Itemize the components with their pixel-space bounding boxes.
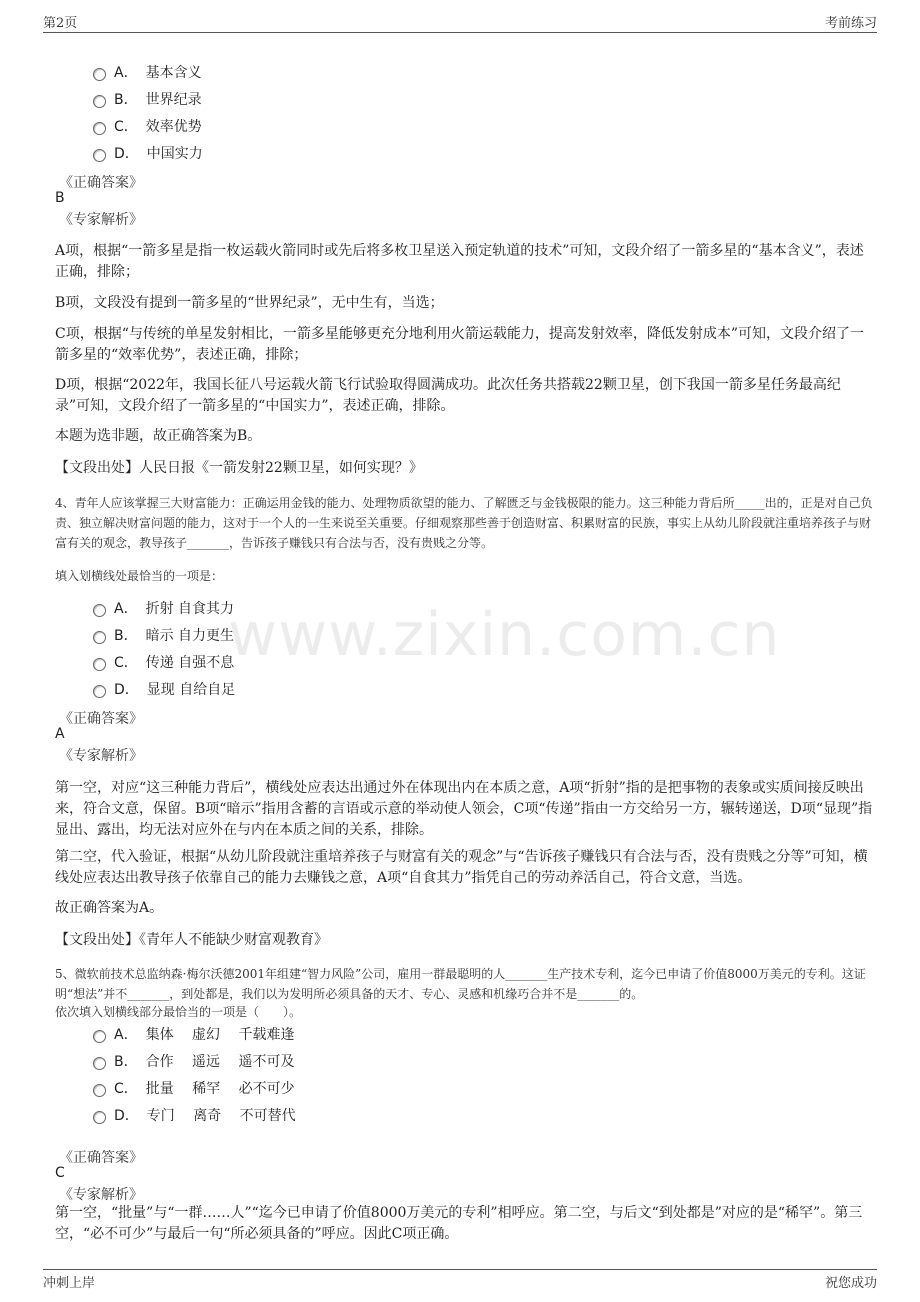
q5-analysis-label: 《专家解析》 xyxy=(59,1187,143,1203)
q3-analysis-label: 《专家解析》 xyxy=(59,212,143,228)
radio-icon[interactable] xyxy=(93,122,106,135)
q4-analysis-label: 《专家解析》 xyxy=(59,748,143,764)
watermark: www.zixin.com.cn xyxy=(228,600,781,670)
q3-option-d[interactable]: D． 中国实力 xyxy=(93,143,203,163)
radio-icon[interactable] xyxy=(93,1057,106,1070)
q4-answer-label: 《正确答案》 xyxy=(59,711,143,727)
page-number: 第2页 xyxy=(43,16,78,31)
q3-source: 【文段出处】人民日报《一箭发射22颗卫星，如何实现？》 xyxy=(55,460,423,476)
q5-prompt: 依次填入划横线部分最恰当的一项是（ ）。 xyxy=(55,1005,302,1019)
q4-analysis-blank2: 第二空，代入验证，根据“从幼儿阶段就注重培养孩子与财富有关的观念”与“告诉孩子赚钱只有合法与否，没有贵贱之分等”可知，横线处应表达出教导孩子依靠自己的能力去赚钱之意，A项“自食其力”指凭自己的劳动养活自己，符合文意，当选。 xyxy=(55,849,868,886)
q4-option-b[interactable]: B． 暗示 自力更生 xyxy=(93,625,234,645)
q4-option-c[interactable]: C． 传递 自强不息 xyxy=(93,652,234,672)
q3-analysis-c: C项，根据“与传统的单星发射相比，一箭多星能够更充分地利用火箭运载能力，提高发射效率，降低发射成本”可知，文段介绍了一箭多星的“效率优势”，表述正确，排除； xyxy=(55,326,865,363)
q3-analysis-b: B项，文段没有提到一箭多星的“世界纪录”，无中生有，当选； xyxy=(55,295,444,311)
q3-option-a[interactable]: A． 基本含义 xyxy=(93,62,202,82)
q5-option-a[interactable]: A． 集体 虚幻 千载难逢 xyxy=(93,1024,294,1044)
footer-right: 祝您成功 xyxy=(824,1276,877,1291)
radio-icon[interactable] xyxy=(93,95,106,108)
q5-answer-label: 《正确答案》 xyxy=(59,1150,143,1166)
q5-analysis: 第一空，“批量”与“一群……人”“迄今已申请了价值8000万美元的专利”相呼应。第二空，与后文“到处都是”对应的是“稀罕”。第三空，“必不可少”与最后一句“所必须具备的”呼应。因此C项正确。 xyxy=(55,1205,863,1242)
q3-answer-label: 《正确答案》 xyxy=(59,175,143,191)
q3-answer: B xyxy=(55,190,65,206)
q5-stem: 5、微软前技术总监纳森·梅尔沃德2001年组建“智力风险”公司，雇用一群最聪明的人_______生产技术专利，迄今已申请了价值8000万美元的专利。这证明“想法”并不_______，到处都是，我们以为发明所必须具备的天才、专心、灵感和机缘巧合并不是_______的。 xyxy=(55,967,866,1001)
radio-icon[interactable] xyxy=(93,1111,106,1124)
q3-analysis-d: D项，根据“2022年，我国长征八号运载火箭飞行试验取得圆满成功。此次任务共搭载22颗卫星，创下我国一箭多星任务最高纪录”可知，文段介绍了一箭多星的“中国实力”，表述正确，排除。 xyxy=(55,377,841,414)
q4-stem: 4、青年人应该掌握三大财富能力：正确运用金钱的能力、处理物质欲望的能力、了解匮乏与金钱极限的能力。这三种能力背后所_____出的，正是对自己负责、独立解决财富问题的能力，这对于一个人的一生来说至关重要。仔细观察那些善于创造财富、积累财富的民族，事实上从幼儿阶段就注重培养孩子与财富有关的观念，教导孩子_______，告诉孩子赚钱只有合法与否，没有贵贱之分等。 xyxy=(55,496,873,550)
q5-answer: C xyxy=(55,1165,65,1181)
radio-icon[interactable] xyxy=(93,1084,106,1097)
radio-icon[interactable] xyxy=(93,68,106,81)
page-header xyxy=(43,12,877,32)
footer-left: 冲刺上岸 xyxy=(43,1276,96,1291)
q4-source: 【文段出处】《青年人不能缺少财富观教育》 xyxy=(55,932,328,948)
radio-icon[interactable] xyxy=(93,631,106,644)
footer-divider xyxy=(43,1269,877,1270)
radio-icon[interactable] xyxy=(93,1030,106,1043)
q4-prompt: 填入划横线处最恰当的一项是： xyxy=(55,569,224,583)
header-title: 考前练习 xyxy=(824,16,877,31)
q4-answer: A xyxy=(55,726,65,742)
q3-conclusion: 本题为选非题，故正确答案为B。 xyxy=(55,428,262,444)
q5-option-b[interactable]: B． 合作 遥远 遥不可及 xyxy=(93,1051,295,1071)
q5-option-d[interactable]: D． 专门 离奇 不可替代 xyxy=(93,1105,296,1125)
q4-conclusion: 故正确答案为A。 xyxy=(55,900,164,916)
q3-analysis-a: A项，根据“一箭多星是指一枚运载火箭同时或先后将多枚卫星送入预定轨道的技术”可知，文段介绍了一箭多星的“基本含义”，表述正确，排除； xyxy=(55,243,864,280)
header-divider xyxy=(43,32,877,33)
q5-option-c[interactable]: C． 批量 稀罕 必不可少 xyxy=(93,1078,295,1098)
q4-analysis-blank1: 第一空，对应“这三种能力背后”，横线处应表达出通过外在体现出内在本质之意，A项“折射”指的是把事物的表象或实质间接反映出来，符合文意，保留。B项“暗示”指用含蓄的言语或示意的举动使人领会，C项“传递”指由一方交给另一方，辗转递送，D项“显现”指显出、露出，均无法对应外在与内在本质之间的关系，排除。 xyxy=(55,780,873,838)
q3-option-b[interactable]: B． 世界纪录 xyxy=(93,89,202,109)
q4-option-a[interactable]: A． 折射 自食其力 xyxy=(93,598,234,618)
radio-icon[interactable] xyxy=(93,149,106,162)
radio-icon[interactable] xyxy=(93,658,106,671)
q3-option-c[interactable]: C． 效率优势 xyxy=(93,116,202,136)
radio-icon[interactable] xyxy=(93,685,106,698)
q4-option-d[interactable]: D． 显现 自给自足 xyxy=(93,679,235,699)
radio-icon[interactable] xyxy=(93,604,106,617)
